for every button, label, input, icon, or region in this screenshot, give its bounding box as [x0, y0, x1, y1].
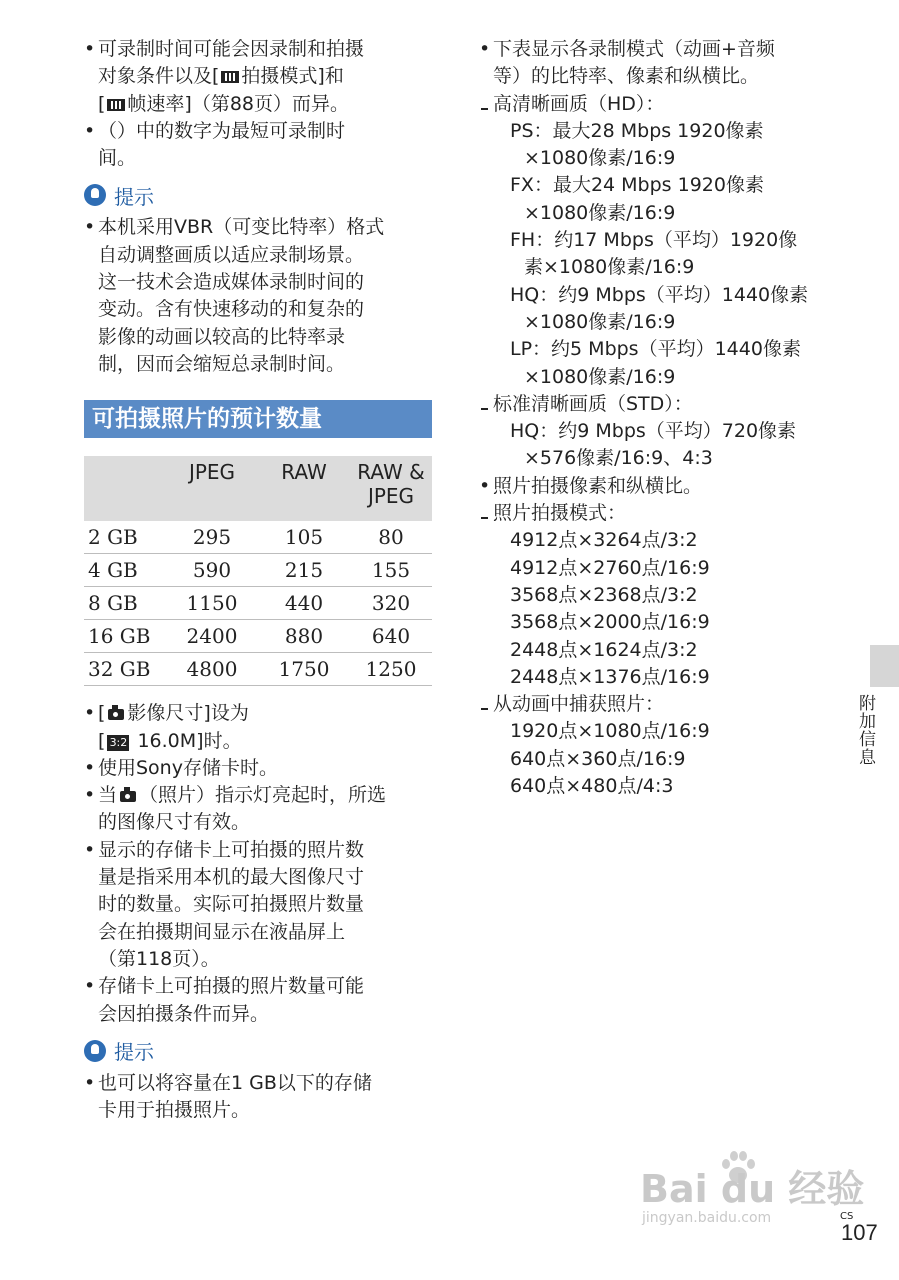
- mode-line: FH：约17 Mbps（平均）1920像: [510, 229, 798, 252]
- photo-size-list: [479, 527, 839, 691]
- tip-label: 提示: [114, 1040, 154, 1065]
- section-title-photo-count: 可拍摄照片的预计数量: [84, 400, 432, 438]
- table-header-cell: RAW: [258, 456, 350, 521]
- mode-line: PS：最大28 Mbps 1920像素: [510, 119, 764, 142]
- text-line: 卡用于拍摄照片。: [98, 1099, 251, 1122]
- size-line: 640点×480点/4:3: [510, 775, 674, 798]
- camera-icon: [108, 709, 124, 720]
- photo-count-table: [84, 456, 432, 686]
- size-line: 2448点×1624点/3:2: [510, 638, 698, 661]
- table-header-cell: [84, 456, 166, 521]
- table-cell: 8 GB: [84, 587, 166, 620]
- text-line: [98, 91, 432, 118]
- page-language-code: CS: [840, 1211, 854, 1222]
- lightbulb-icon: [84, 184, 106, 206]
- text-line: 量是指采用本机的最大图像尺寸: [98, 866, 365, 889]
- bullet-photo-indicator: [84, 782, 432, 837]
- table-cell: 2400: [166, 620, 258, 653]
- camera-icon: [120, 791, 136, 802]
- text-fragment: 16.0M]时。: [131, 729, 242, 752]
- text-line: 会在拍摄期间显示在液晶屏上: [98, 920, 346, 943]
- text-fragment: 当: [98, 784, 118, 807]
- table-cell: 105: [258, 521, 350, 554]
- table-cell: 16 GB: [84, 620, 166, 653]
- table-row: [84, 521, 432, 554]
- table-cell: 1250: [350, 653, 432, 686]
- mode-line: HQ：约9 Mbps（平均）1440像素: [510, 283, 809, 306]
- bullet-recording-time: [84, 36, 432, 118]
- text-line: [98, 782, 432, 809]
- watermark-text: Bai du 经验: [640, 1167, 865, 1211]
- side-section-label: 附加信息: [855, 694, 875, 766]
- aspect-ratio-icon: 3:2: [107, 735, 129, 751]
- table-cell: 4800: [166, 653, 258, 686]
- text-fragment: 帧速率]（第88页）而异。: [127, 92, 350, 115]
- side-tab-marker: [870, 645, 899, 687]
- table-cell: 80: [350, 521, 432, 554]
- table-cell: 2 GB: [84, 521, 166, 554]
- size-line: 640点×360点/16:9: [510, 747, 686, 770]
- tip-label: 提示: [114, 184, 154, 209]
- size-line: 4912点×2760点/16:9: [510, 556, 710, 579]
- text-line: （第118页）。: [98, 947, 220, 970]
- bullet-display-count: [84, 837, 432, 973]
- text-line: 间。: [98, 147, 137, 170]
- movie-icon: [107, 99, 125, 111]
- text-line: 的图像尺寸有效。: [98, 811, 251, 834]
- movie-icon: [221, 71, 239, 83]
- table-cell: 1150: [166, 587, 258, 620]
- text-line: • 使用Sony存储卡时。: [98, 756, 278, 779]
- mode-line: 素×1080像素/16:9: [524, 256, 695, 279]
- text-line: • 下表显示各录制模式（动画+音频: [493, 38, 775, 60]
- bullet-photo-intro: • 照片拍摄像素和纵横比。: [479, 473, 839, 500]
- bullet-small-card: [84, 1070, 432, 1125]
- mode-line: ×1080像素/16:9: [524, 310, 676, 333]
- text-line: [98, 728, 432, 755]
- table-header-cell: JPEG: [166, 456, 258, 521]
- table-cell: 295: [166, 521, 258, 554]
- size-line: 4912点×3264点/3:2: [510, 529, 698, 552]
- text-fragment: [: [98, 729, 106, 752]
- text-fragment: [: [98, 702, 106, 725]
- sub-capture-title: 从动画中捕获照片：: [479, 691, 839, 718]
- hd-mode-list: [479, 118, 839, 391]
- text-line: [98, 63, 432, 90]
- table-cell: 1750: [258, 653, 350, 686]
- table-cell: 640: [350, 620, 432, 653]
- mode-line: ×1080像素/16:9: [524, 201, 676, 224]
- text-fragment: 对象条件以及[: [98, 65, 220, 88]
- sub-photo-mode-title: 照片拍摄模式：: [479, 500, 839, 527]
- sub-std-title: 标准清晰画质（STD）：: [479, 391, 839, 418]
- watermark-url: jingyan.baidu.com: [642, 1210, 772, 1226]
- table-cell: 590: [166, 554, 258, 587]
- table-row: [84, 554, 432, 587]
- text-line: 这一技术会造成媒体录制时间的: [98, 271, 365, 294]
- sub-hd-title: 高清晰画质（HD）：: [479, 91, 839, 118]
- table-cell: 320: [350, 587, 432, 620]
- text-line: • 存储卡上可拍摄的照片数量可能: [98, 975, 365, 998]
- page-number: 107: [841, 1220, 878, 1245]
- text-line: 会因拍摄条件而异。: [98, 1002, 270, 1025]
- right-column: [479, 36, 839, 800]
- mode-line: LP：约5 Mbps（平均）1440像素: [510, 338, 801, 361]
- mode-line: ×1080像素/16:9: [524, 147, 676, 170]
- size-line: 3568点×2000点/16:9: [510, 611, 710, 634]
- table-cell: 440: [258, 587, 350, 620]
- text-line: [98, 700, 432, 727]
- table-header-cell: RAW & JPEG: [350, 456, 432, 521]
- std-mode-list: [479, 418, 839, 473]
- mode-line: HQ：约9 Mbps（平均）720像素: [510, 420, 797, 443]
- tip-heading: [84, 180, 432, 210]
- bullet-min-time: [84, 118, 432, 173]
- text-fragment: [: [98, 92, 106, 115]
- table-row: [84, 653, 432, 686]
- text-fragment: 拍摄模式]和: [241, 65, 344, 88]
- mode-line: ×1080像素/16:9: [524, 365, 676, 388]
- table-cell: 155: [350, 554, 432, 587]
- size-line: 3568点×2368点/3:2: [510, 583, 698, 606]
- table-cell: 4 GB: [84, 554, 166, 587]
- mode-line: ×576像素/16:9、4:3: [524, 447, 713, 470]
- size-line: 2448点×1376点/16:9: [510, 665, 710, 688]
- text-fragment: （照片）指示灯亮起时，所选: [139, 784, 387, 807]
- mode-line: FX：最大24 Mbps 1920像素: [510, 174, 764, 197]
- left-column: [84, 36, 432, 1124]
- text-line: 时的数量。实际可拍摄照片数量: [98, 893, 365, 916]
- table-cell: 215: [258, 554, 350, 587]
- text-line: • 也可以将容量在1 GB以下的存储: [98, 1071, 372, 1094]
- table-row: [84, 620, 432, 653]
- table-row: [84, 587, 432, 620]
- text-line: 自动调整画质以适应录制场景。: [98, 243, 365, 266]
- bullet-image-size: [84, 700, 432, 755]
- capture-size-list: [479, 718, 839, 800]
- bullet-sony-card: [84, 755, 432, 782]
- table-cell: 880: [258, 620, 350, 653]
- bullet-vbr: [84, 214, 432, 378]
- text-line: 等）的比特率、像素和纵横比。: [493, 65, 760, 88]
- table-cell: 32 GB: [84, 653, 166, 686]
- lightbulb-icon: [84, 1040, 106, 1062]
- text-line: 影像的动画以较高的比特率录: [98, 325, 346, 348]
- size-line: 1920点×1080点/16:9: [510, 720, 710, 743]
- text-fragment: 影像尺寸]设为: [127, 702, 249, 725]
- text-line: • 可录制时间可能会因录制和拍摄: [98, 38, 365, 60]
- text-line: • 显示的存储卡上可拍摄的照片数: [98, 838, 365, 861]
- text-line: 制，因而会缩短总录制时间。: [98, 352, 346, 375]
- text-line: • （）中的数字为最短可录制时: [98, 119, 346, 142]
- text-line: 变动。含有快速移动的和复杂的: [98, 298, 365, 321]
- text-line: • 本机采用VBR（可变比特率）格式: [98, 216, 385, 239]
- bullet-varies: [84, 973, 432, 1028]
- tip-heading: [84, 1036, 432, 1066]
- bullet-bitrate-intro: [479, 36, 839, 91]
- table-header-row: [84, 456, 432, 521]
